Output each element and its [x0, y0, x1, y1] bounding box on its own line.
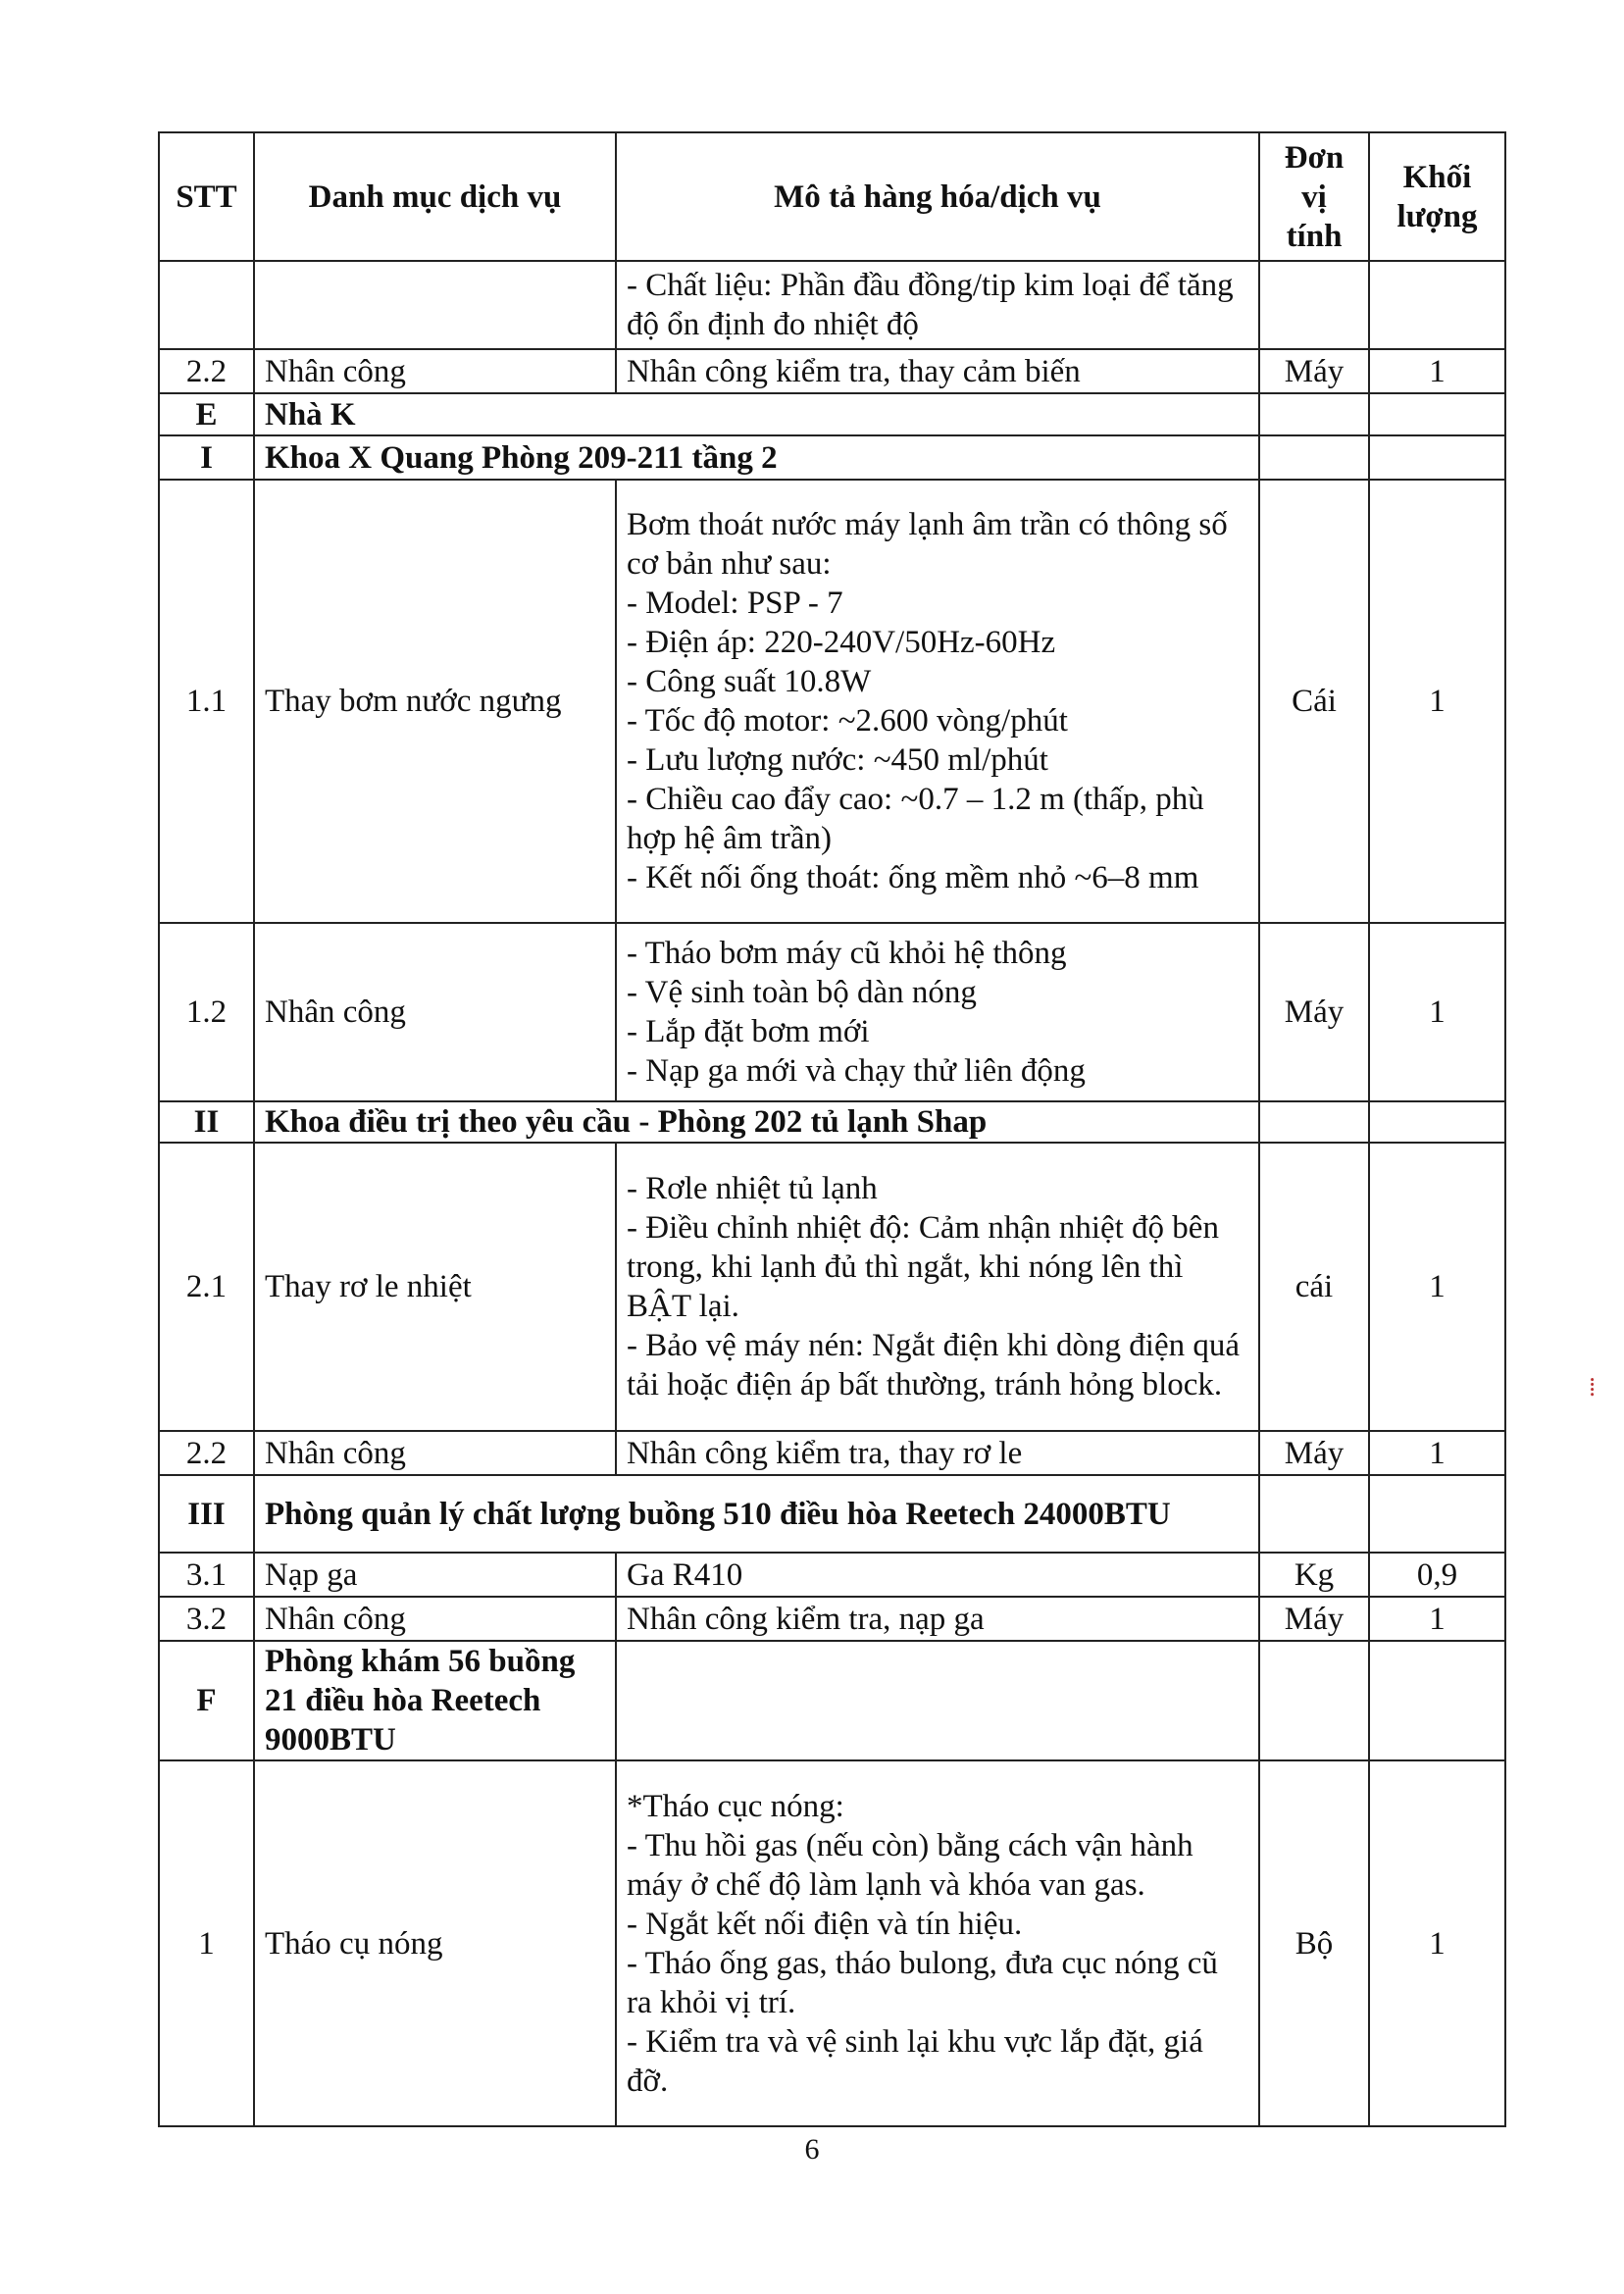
cell-stt: 3.1: [159, 1553, 254, 1597]
table-row: [159, 1760, 1505, 2126]
cell-quantity: 0,9: [1369, 1553, 1505, 1597]
cell-stt: [159, 261, 254, 349]
table-row: [159, 1553, 1505, 1597]
cell-stt: 2.2: [159, 1431, 254, 1475]
cell-quantity: 1: [1369, 1431, 1505, 1475]
description-line: - Vệ sinh toàn bộ dàn nóng: [627, 975, 977, 1010]
cell-description: [616, 261, 1259, 349]
cell-unit: Máy: [1259, 1431, 1369, 1475]
table-row: [159, 480, 1505, 923]
table-body: [159, 261, 1505, 2126]
cell-category: Nhân công: [254, 923, 616, 1101]
cell-section-title: Nhà K: [254, 393, 1259, 435]
cell-quantity: [1369, 393, 1505, 435]
cell-stt: 1.1: [159, 480, 254, 923]
description-line: - Chiều cao đẩy cao: ~0.7 – 1.2 m (thấp, phù hợp hệ âm trần): [627, 782, 1204, 856]
table-row: [159, 349, 1505, 393]
service-table: [158, 131, 1506, 2127]
description-line: *Tháo cục nóng:: [627, 1788, 844, 1824]
cell-unit: [1259, 1101, 1369, 1143]
cell-section-title: Khoa điều trị theo yêu cầu - Phòng 202 tủ lạnh Shap: [254, 1101, 1259, 1143]
cell-quantity: 1: [1369, 1143, 1505, 1431]
description-line: - Ngắt kết nối điện và tín hiệu.: [627, 1906, 1023, 1942]
description-line: - Tháo bơm máy cũ khỏi hệ thông: [627, 936, 1067, 971]
cell-quantity: [1369, 1475, 1505, 1553]
description-line: Nhân công kiểm tra, thay cảm biến: [627, 353, 1081, 389]
table-row: [159, 1431, 1505, 1475]
cell-unit: [1259, 435, 1369, 480]
cell-unit: Máy: [1259, 349, 1369, 393]
cell-unit: Máy: [1259, 923, 1369, 1101]
cell-stt: F: [159, 1641, 254, 1760]
cell-category: Phòng khám 56 buồng 21 điều hòa Reetech 9000BTU: [254, 1641, 616, 1760]
cell-unit: Cái: [1259, 480, 1369, 923]
cell-unit: [1259, 1475, 1369, 1553]
header-quantity: Khối lượng: [1369, 132, 1505, 261]
cell-description: [616, 1431, 1259, 1475]
cell-category: Nạp ga: [254, 1553, 616, 1597]
cell-description: [616, 1143, 1259, 1431]
description-line: - Tốc độ motor: ~2.600 vòng/phút: [627, 703, 1068, 739]
cell-stt: 1.2: [159, 923, 254, 1101]
description-line: Nhân công kiểm tra, nạp ga: [627, 1601, 985, 1637]
cell-quantity: [1369, 1101, 1505, 1143]
cell-unit: Kg: [1259, 1553, 1369, 1597]
cell-stt: E: [159, 393, 254, 435]
cell-quantity: 1: [1369, 1760, 1505, 2126]
cell-description: [616, 1597, 1259, 1641]
description-line: - Thu hồi gas (nếu còn) bằng cách vận hành máy ở chế độ làm lạnh và khóa van gas.: [627, 1827, 1193, 1903]
cell-quantity: 1: [1369, 1597, 1505, 1641]
table-row: [159, 1597, 1505, 1641]
cell-description: [616, 1553, 1259, 1597]
description-line: Ga R410: [627, 1556, 743, 1593]
cell-unit: Bộ: [1259, 1760, 1369, 2126]
header-unit: Đơn vị tính: [1259, 132, 1369, 261]
cell-stt: 2.2: [159, 349, 254, 393]
section-row: [159, 1475, 1505, 1553]
cell-stt: 2.1: [159, 1143, 254, 1431]
cell-unit: [1259, 261, 1369, 349]
description-line: - Lắp đặt bơm mới: [627, 1014, 870, 1049]
cell-section-title: Khoa X Quang Phòng 209-211 tầng 2: [254, 435, 1259, 480]
page-number: 6: [804, 2133, 820, 2166]
description-line: - Nạp ga mới và chạy thử liên động: [627, 1053, 1086, 1089]
cell-quantity: 1: [1369, 480, 1505, 923]
cell-category: Tháo cụ nóng: [254, 1760, 616, 2126]
header-stt: STT: [159, 132, 254, 261]
cell-quantity: [1369, 1641, 1505, 1760]
cell-category: Thay rơ le nhiệt: [254, 1143, 616, 1431]
cell-description: [616, 480, 1259, 923]
header-description: Mô tả hàng hóa/dịch vụ: [616, 132, 1259, 261]
description-line: - Chất liệu: Phần đầu đồng/tip kim loại để tăng độ ổn định đo nhiệt độ: [627, 268, 1234, 342]
cell-quantity: 1: [1369, 923, 1505, 1101]
description-line: - Tháo ống gas, tháo bulong, đưa cục nóng cũ ra khỏi vị trí.: [627, 1945, 1218, 2020]
table-row: [159, 1143, 1505, 1431]
cell-stt: 3.2: [159, 1597, 254, 1641]
cell-quantity: 1: [1369, 349, 1505, 393]
header-category: Danh mục dịch vụ: [254, 132, 616, 261]
description-line: Bơm thoát nước máy lạnh âm trần có thông số cơ bản như sau:: [627, 507, 1228, 582]
cell-quantity: [1369, 261, 1505, 349]
stamp-mark: ⁞: [1589, 1373, 1597, 1402]
description-line: - Công suất 10.8W: [627, 664, 872, 699]
cell-description: [616, 1760, 1259, 2126]
cell-category: Nhân công: [254, 349, 616, 393]
section-row: [159, 435, 1505, 480]
cell-unit: [1259, 1641, 1369, 1760]
description-line: - Lưu lượng nước: ~450 ml/phút: [627, 742, 1048, 778]
cell-description: [616, 349, 1259, 393]
cell-category: Thay bơm nước ngưng: [254, 480, 616, 923]
description-line: - Điện áp: 220-240V/50Hz-60Hz: [627, 625, 1056, 660]
table-row: [159, 923, 1505, 1101]
cell-section-title: Phòng quản lý chất lượng buồng 510 điều hòa Reetech 24000BTU: [254, 1475, 1259, 1553]
cell-unit: [1259, 393, 1369, 435]
cell-unit: cái: [1259, 1143, 1369, 1431]
cell-description: [616, 1641, 1259, 1760]
cell-quantity: [1369, 435, 1505, 480]
description-line: - Rơle nhiệt tủ lạnh: [627, 1171, 878, 1206]
section-row: [159, 393, 1505, 435]
cell-stt: 1: [159, 1760, 254, 2126]
description-line: - Điều chỉnh nhiệt độ: Cảm nhận nhiệt độ bên trong, khi lạnh đủ thì ngắt, khi nóng lên thì BẬT lại.: [627, 1210, 1219, 1324]
section-row: [159, 1101, 1505, 1143]
description-line: - Model: PSP - 7: [627, 586, 843, 621]
description-line: - Kết nối ống thoát: ống mềm nhỏ ~6–8 mm: [627, 860, 1199, 895]
table-row: [159, 1641, 1505, 1760]
description-line: Nhân công kiểm tra, thay rơ le: [627, 1435, 1023, 1471]
cell-category: Nhân công: [254, 1597, 616, 1641]
cell-stt: I: [159, 435, 254, 480]
table-row: [159, 261, 1505, 349]
table-header: [159, 132, 1505, 261]
cell-stt: III: [159, 1475, 254, 1553]
cell-unit: Máy: [1259, 1597, 1369, 1641]
description-line: - Kiểm tra và vệ sinh lại khu vực lắp đặt, giá đỡ.: [627, 2023, 1203, 2099]
cell-description: [616, 923, 1259, 1101]
cell-category: [254, 261, 616, 349]
cell-category: Nhân công: [254, 1431, 616, 1475]
cell-stt: II: [159, 1101, 254, 1143]
description-line: - Bảo vệ máy nén: Ngắt điện khi dòng điện quá tải hoặc điện áp bất thường, tránh hỏng block.: [627, 1328, 1241, 1402]
